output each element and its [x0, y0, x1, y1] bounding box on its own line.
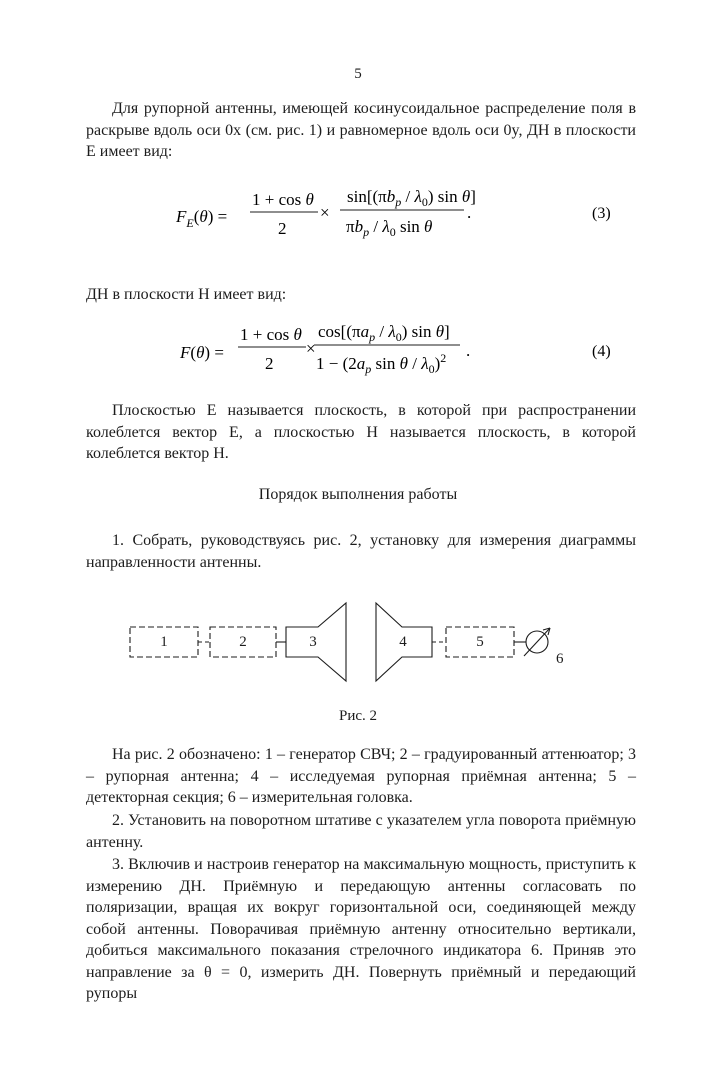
eq4-tail: . [466, 341, 471, 360]
eq3-frac1-num: 1 + cos θ [252, 190, 314, 209]
eq4-frac1-num: 1 + cos θ [240, 325, 302, 344]
eq4-times: × [306, 339, 316, 358]
eq3-frac2-num: $\sin[(\pi b_p / \lambda_0)$ sin θ] [347, 187, 476, 209]
eq3-frac1-den: 2 [278, 219, 287, 238]
block-1-label: 1 [160, 634, 168, 650]
eq4-frac2-den: $1 - (2a_p$ sin θ / $\lambda_0)^2$ [316, 351, 447, 376]
eq4-frac1-den: 2 [265, 354, 274, 373]
section-heading: Порядок выполнения работы [258, 486, 458, 503]
block-5-label: 5 [476, 634, 484, 650]
plane-definition-paragraph: Плоскостью Е называется плоскость, в которой при распространении колеблется вектор E, а плоскостью Н называется плоскость, в которой колеблется вектор H. [86, 402, 636, 462]
step-1: 1. Собрать, руководствуясь рис. 2, установку для измерения диаграммы направленности антенны. [86, 532, 636, 571]
eq4-number: (4) [592, 343, 611, 360]
eq4-frac2-num: $\cos[(\pi a_p / \lambda_0)$ sin θ] [318, 322, 450, 344]
block-3-label: 3 [309, 634, 317, 650]
h-plane-text: ДН в плоскости Н имеет вид: [86, 286, 287, 303]
eq3-tail: . [467, 203, 472, 222]
block-6-label: 6 [556, 651, 564, 667]
intro-paragraph: Для рупорной антенны, имеющей косинусоидальное распределение поля в раскрыве вдоль оси 0x (см. рис. 1) и равномерное вдоль оси 0y, ДН в плоскости Е имеет вид: [86, 100, 636, 160]
eq3-times: × [320, 203, 330, 222]
eq4-lhs: F(θ) = [180, 343, 224, 362]
eq3-lhs: $F_E(\theta)$ = [176, 207, 228, 230]
step-3: 3. Включив и настроив генератор на максимальную мощность, приступить к измерению ДН. Приёмную и передающую антенны согласовать по поляризации, вращая их вокруг горизонтальной оси, соединяющей между собой антенны. Поворачивая приёмную антенну относительно вертикали, добиться максимального показания стрелочного индикатора 6. Приняв это направление за θ = 0, измерить ДН. Повернуть приёмный и передающий рупоры [86, 856, 636, 1002]
page-number: 5 [354, 66, 362, 82]
block-4-label: 4 [399, 634, 407, 650]
eq3-frac2-den: $\pi b_p / \lambda_0$ sin θ [346, 217, 433, 239]
eq3-number: (3) [592, 205, 611, 222]
block-2-label: 2 [239, 634, 247, 650]
figure-caption: Рис. 2 [338, 708, 378, 724]
figure-legend: На рис. 2 обозначено: 1 – генератор СВЧ; 2 – градуированный аттенюатор; 3 – рупорная антенна; 4 – исследуемая рупорная приёмная антенна; 5 – детекторная секция; 6 – измерительная головка. [86, 746, 636, 806]
step-2: 2. Установить на поворотном штативе с указателем угла поворота приёмную антенну. [86, 812, 636, 851]
